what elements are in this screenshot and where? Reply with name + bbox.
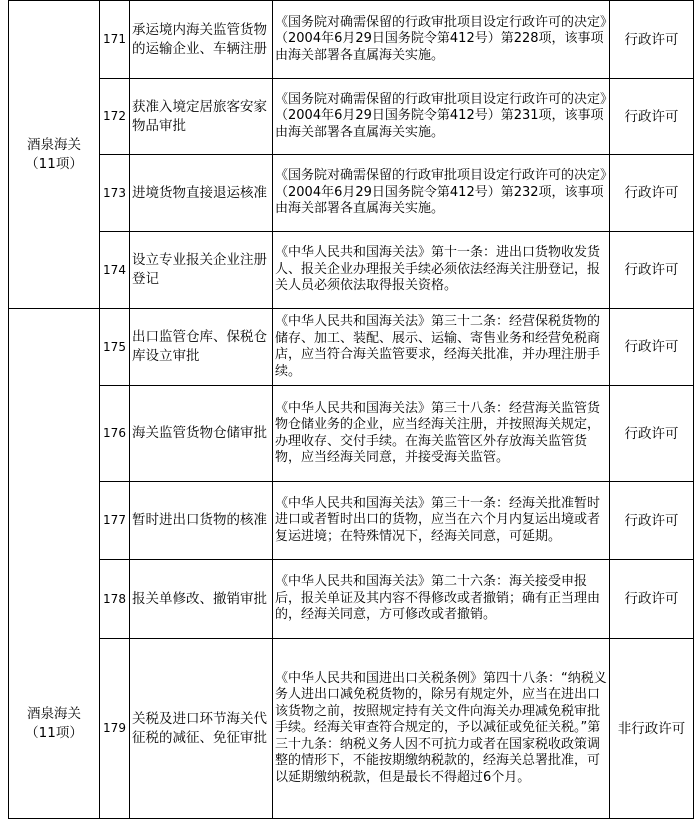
row-number: 171 <box>100 1 130 79</box>
legal-basis: 《中华人民共和国海关法》第三十一条：经海关批准暂时进口或者暂时出口的货物，应当在六个月内复运出境或者复运进境；在特殊情况下，经海关同意，可延期。 <box>273 482 610 560</box>
row-number: 172 <box>100 79 130 155</box>
item-name: 海关监管货物仓储审批 <box>130 386 273 482</box>
item-category: 行政许可 <box>610 1 694 79</box>
item-name: 出口监管仓库、保税仓库设立审批 <box>130 309 273 386</box>
item-name: 暂时进出口货物的核准 <box>130 482 273 560</box>
item-name: 报关单修改、撤销审批 <box>130 560 273 639</box>
office-cell <box>9 309 100 819</box>
item-name: 关税及进口环节海关代征税的减征、免征审批 <box>130 639 273 819</box>
item-category: 非行政许可 <box>610 639 694 819</box>
legal-basis: 《中华人民共和国海关法》第二十六条：海关接受申报后，报关单证及其内容不得修改或者撤销；确有正当理由的，经海关同意，方可修改或者撤销。 <box>273 560 610 639</box>
table-row <box>9 79 694 155</box>
office-count: （11项） <box>25 155 83 172</box>
legal-basis: 《中华人民共和国海关法》第十一条：进出口货物收发货人、报关企业办理报关手续必须依法经海关注册登记，报关人员必须依法取得报关资格。 <box>273 232 610 309</box>
table-row <box>9 1 694 79</box>
legal-basis: 《国务院对确需保留的行政审批项目设定行政许可的决定》（2004年6月29日国务院令第412号）第231项，该事项由海关部署各直属海关实施。 <box>273 79 610 155</box>
item-category: 行政许可 <box>610 482 694 560</box>
item-name: 获准入境定居旅客安家物品审批 <box>130 79 273 155</box>
office-name: 酒泉海关 <box>27 136 81 153</box>
item-name: 承运境内海关监管货物的运输企业、车辆注册 <box>130 1 273 79</box>
table-row <box>9 482 694 560</box>
legal-basis: 《国务院对确需保留的行政审批项目设定行政许可的决定》（2004年6月29日国务院令第412号）第228项，该事项由海关部署各直属海关实施。 <box>273 1 610 79</box>
item-name: 设立专业报关企业注册登记 <box>130 232 273 309</box>
office-cell <box>9 1 100 309</box>
table-row <box>9 386 694 482</box>
legal-basis: 《中华人民共和国海关法》第三十八条：经营海关监管货物仓储业务的企业，应当经海关注册，并按照海关规定，办理收存、交付手续。在海关监管区外存放海关监管货物，应当经海关同意，并接受海关监管。 <box>273 386 610 482</box>
row-number: 179 <box>100 639 130 819</box>
row-number: 176 <box>100 386 130 482</box>
office-count: （11项） <box>25 724 83 741</box>
table-row <box>9 232 694 309</box>
office-name: 酒泉海关 <box>27 705 81 722</box>
item-category: 行政许可 <box>610 155 694 232</box>
table-row <box>9 639 694 819</box>
table-row <box>9 309 694 386</box>
row-number: 173 <box>100 155 130 232</box>
row-number: 174 <box>100 232 130 309</box>
table-row <box>9 560 694 639</box>
legal-basis: 《中华人民共和国进出口关税条例》第四十八条：“纳税义务人进出口减免税货物的，除另有规定外，应当在进出口该货物之前，按照规定持有关文件向海关办理减免税审批手续。经海关审查符合规定的，予以减征或免征关税。”第三十九条：纳税义务人因不可抗力或者在国家税收政策调整的情形下，不能按期缴纳税款的，经海关总署批准，可以延期缴纳税款，但是最长不得超过6个月。 <box>273 639 610 819</box>
row-number: 175 <box>100 309 130 386</box>
legal-basis: 《中华人民共和国海关法》第三十二条：经营保税货物的储存、加工、装配、展示、运输、寄售业务和经营免税商店，应当符合海关监管要求，经海关批准，并办理注册手续。 <box>273 309 610 386</box>
item-category: 行政许可 <box>610 309 694 386</box>
item-category: 行政许可 <box>610 232 694 309</box>
row-number: 177 <box>100 482 130 560</box>
item-category: 行政许可 <box>610 79 694 155</box>
approval-items-table <box>8 0 694 819</box>
item-category: 行政许可 <box>610 560 694 639</box>
item-name: 进境货物直接退运核准 <box>130 155 273 232</box>
table-row <box>9 155 694 232</box>
item-category: 行政许可 <box>610 386 694 482</box>
row-number: 178 <box>100 560 130 639</box>
legal-basis: 《国务院对确需保留的行政审批项目设定行政许可的决定》（2004年6月29日国务院令第412号）第232项，该事项由海关部署各直属海关实施。 <box>273 155 610 232</box>
